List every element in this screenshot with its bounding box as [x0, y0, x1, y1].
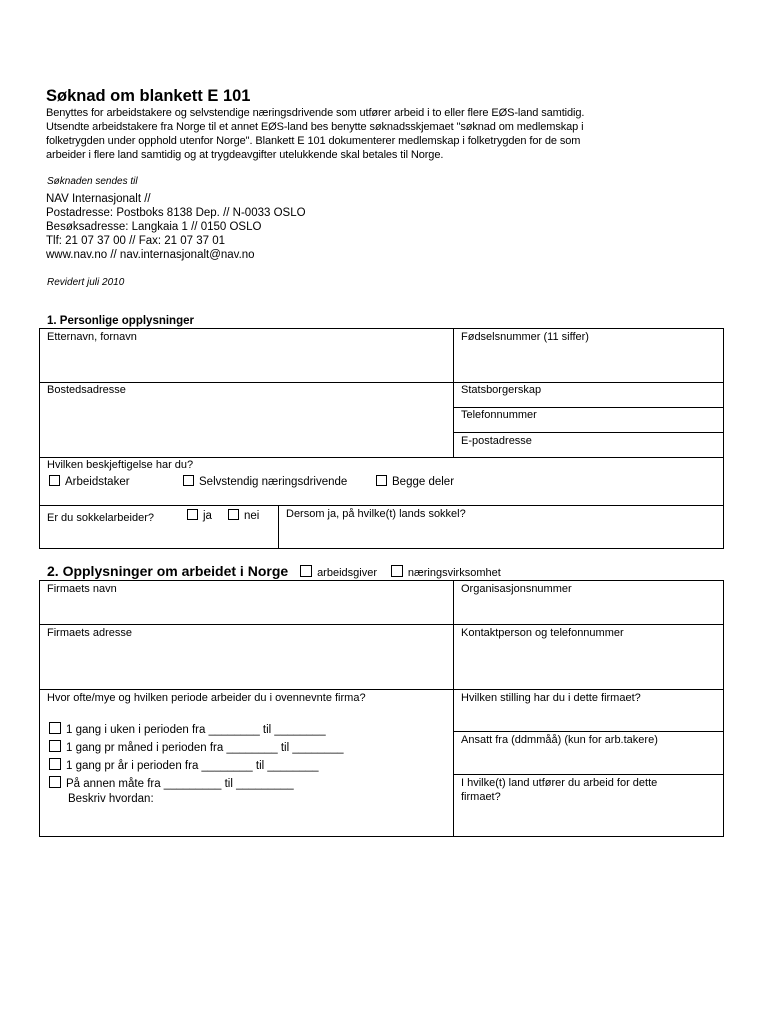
citizenship-field[interactable]: Statsborgerskap [461, 384, 542, 396]
address-line: Besøksadresse: Langkaia 1 // 0150 OSLO [46, 221, 262, 233]
intro-line: arbeider i flere land samtidig og at trygdeavgifter utelukkende skal betales til Norge. [46, 149, 444, 161]
email-field[interactable]: E-postadresse [461, 435, 532, 447]
checkbox-icon[interactable] [49, 722, 61, 734]
name-field[interactable]: Etternavn, fornavn [47, 331, 137, 343]
form-title: Søknad om blankett E 101 [46, 87, 251, 105]
country-work-field-cont: firmaet? [461, 791, 501, 803]
checkbox-icon[interactable] [49, 740, 61, 752]
checkbox-icon[interactable] [49, 758, 61, 770]
contact-field[interactable]: Kontaktperson og telefonnummer [461, 627, 624, 639]
divider [453, 774, 724, 775]
section2-heading [47, 563, 501, 579]
business-option[interactable] [391, 567, 501, 579]
frequency-question: Hvor ofte/mye og hvilken periode arbeider du i ovennevnte firma? [47, 692, 366, 704]
yearly-option[interactable] [49, 758, 319, 772]
option-label: arbeidsgiver [317, 567, 377, 579]
intro-line: folketrygden under opphold utenfor Norge". Blankett E 101 dokumenterer medlemskap i folketrygden for de som [46, 135, 581, 147]
describe-field[interactable]: Beskriv hvordan: [68, 793, 154, 805]
employee-option[interactable] [49, 475, 130, 488]
section1-heading: 1. Personlige opplysninger [47, 315, 194, 327]
monthly-option[interactable] [49, 740, 344, 754]
shelf-yes-option[interactable] [187, 509, 212, 522]
checkbox-icon[interactable] [49, 776, 61, 788]
divider [453, 328, 454, 458]
checkbox-icon[interactable] [300, 565, 312, 577]
option-label: 1 gang i uken i perioden fra ________ til ________ [66, 724, 326, 736]
option-label: ja [203, 510, 212, 522]
checkbox-icon[interactable] [391, 565, 403, 577]
address-line: NAV Internasjonalt // [46, 193, 151, 205]
option-label: På annen måte fra _________ til _________ [66, 778, 294, 790]
option-label: Selvstendig næringsdrivende [199, 476, 348, 488]
intro-line: Benyttes for arbeidstakere og selvstendige næringsdrivende som utfører arbeid i to eller flere EØS-land samtidig. [46, 107, 585, 119]
divider [39, 457, 724, 458]
divider [39, 689, 724, 690]
checkbox-icon[interactable] [183, 475, 194, 486]
both-option[interactable] [376, 475, 454, 488]
shelf-country-field[interactable]: Dersom ja, på hvilke(t) lands sokkel? [286, 508, 466, 520]
birth-number-field[interactable]: Fødselsnummer (11 siffer) [461, 331, 589, 343]
self-employed-option[interactable] [183, 475, 347, 488]
company-name-field[interactable]: Firmaets navn [47, 583, 117, 595]
divider [453, 580, 454, 837]
shelf-worker-question: Er du sokkelarbeider? [47, 512, 155, 524]
option-label: nei [244, 510, 260, 522]
address-line: www.nav.no // nav.internasjonalt@nav.no [46, 249, 255, 261]
position-field[interactable]: Hvilken stilling har du i dette firmaet? [461, 692, 641, 704]
phone-field[interactable]: Telefonnummer [461, 409, 537, 421]
option-label: 1 gang pr år i perioden fra ________ til ________ [66, 760, 319, 772]
employed-from-field[interactable]: Ansatt fra (ddmmåå) (kun for arb.takere) [461, 734, 658, 746]
employer-option[interactable] [300, 567, 377, 579]
divider [453, 432, 724, 433]
option-label: Arbeidstaker [65, 476, 130, 488]
divider [39, 382, 724, 383]
checkbox-icon[interactable] [49, 475, 60, 486]
address-line: Postadresse: Postboks 8138 Dep. // N-0033 OSLO [46, 207, 306, 219]
company-address-field[interactable]: Firmaets adresse [47, 627, 132, 639]
divider [453, 731, 724, 732]
employment-question: Hvilken beskjeftigelse har du? [47, 459, 194, 471]
checkbox-icon[interactable] [187, 509, 198, 520]
section2-title: 2. Opplysninger om arbeidet i Norge [47, 563, 289, 579]
revised-date: Revidert juli 2010 [47, 277, 125, 288]
divider [278, 505, 279, 549]
send-to-label: Søknaden sendes til [47, 176, 138, 187]
other-option[interactable] [49, 776, 294, 790]
address-line: Tlf: 21 07 37 00 // Fax: 21 07 37 01 [46, 235, 226, 247]
org-number-field[interactable]: Organisasjonsnummer [461, 583, 572, 595]
intro-text [46, 106, 746, 162]
divider [453, 407, 724, 408]
option-label: næringsvirksomhet [407, 567, 501, 579]
option-label: Begge deler [392, 476, 455, 488]
intro-line: Utsendte arbeidstakere fra Norge til et annet EØS-land bes benytte søknadsskjemaet "søknad om medlemskap i [46, 121, 584, 133]
residence-address-field[interactable]: Bostedsadresse [47, 384, 126, 396]
checkbox-icon[interactable] [376, 475, 387, 486]
option-label: 1 gang pr måned i perioden fra ________ til ________ [66, 742, 344, 754]
weekly-option[interactable] [49, 722, 326, 736]
divider [39, 624, 724, 625]
shelf-no-option[interactable] [228, 509, 259, 522]
country-work-field[interactable]: I hvilke(t) land utfører du arbeid for dette [461, 777, 658, 789]
divider [39, 505, 724, 506]
address-block [46, 192, 306, 262]
checkbox-icon[interactable] [228, 509, 239, 520]
